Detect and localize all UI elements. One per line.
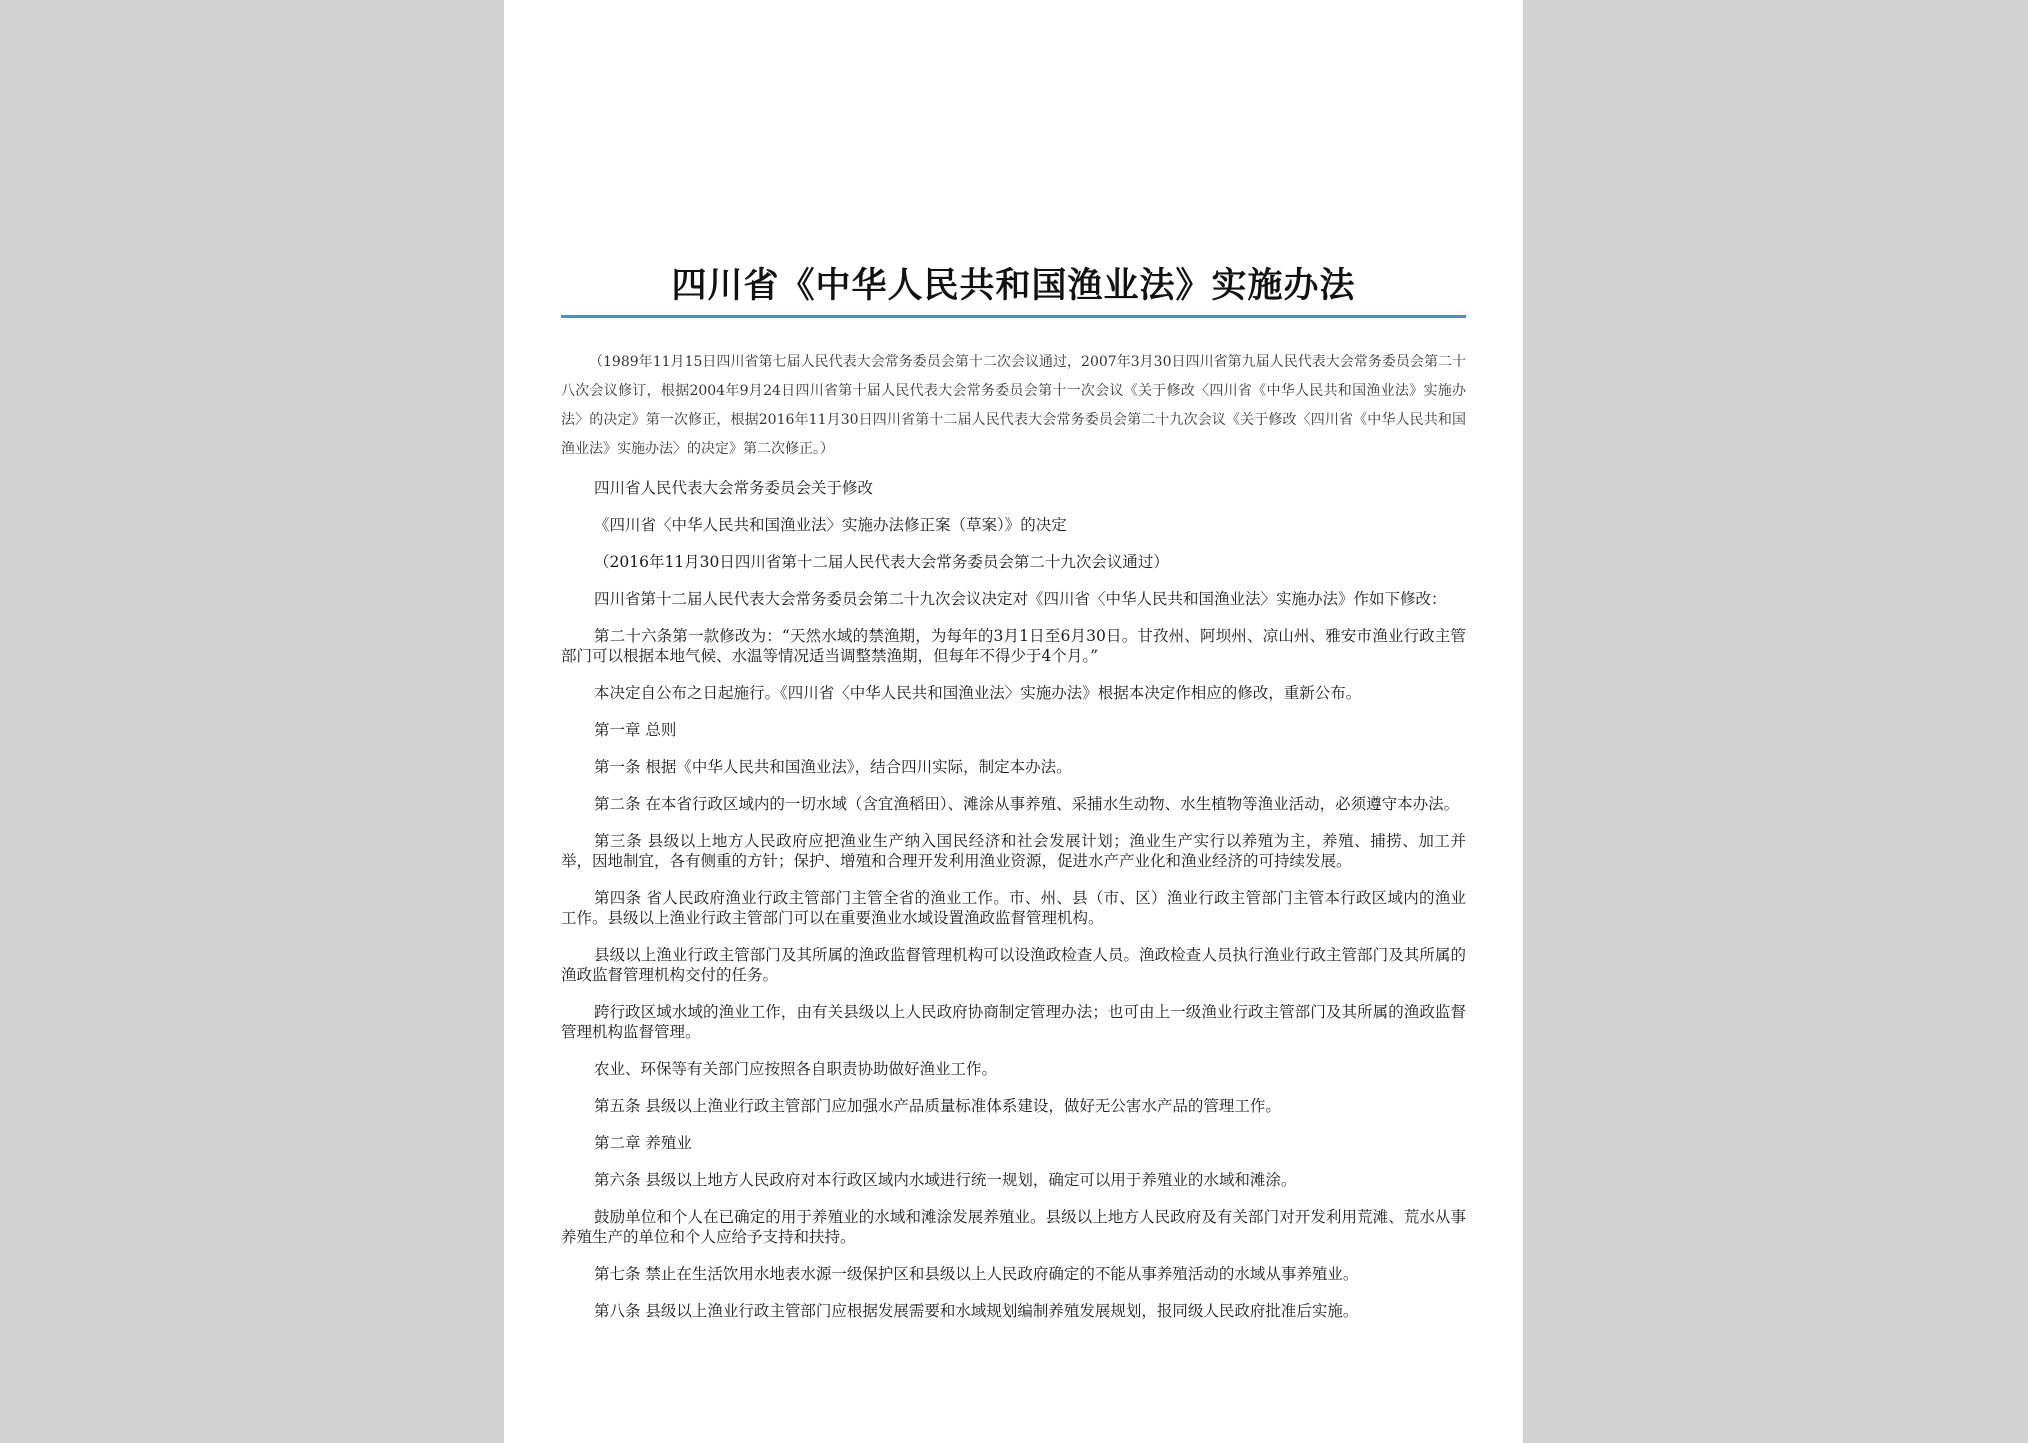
- paragraph: （2016年11月30日四川省第十二届人民代表大会常务委员会第二十九次会议通过）: [594, 553, 1169, 571]
- article-paragraph: 第五条 县级以上渔业行政主管部门应加强水产品质量标准体系建设，做好无公害水产品的管理工作。: [594, 1097, 1281, 1115]
- paragraph: 四川省人民代表大会常务委员会关于修改: [594, 479, 874, 497]
- paragraph: 鼓励单位和个人在已确定的用于养殖业的水域和滩涂发展养殖业。县级以上地方人民政府及有关部门对开发利用荒滩、荒水从事养殖生产的单位和个人应给予支持和扶持。: [561, 1208, 1466, 1246]
- article-paragraph: 第八条 县级以上渔业行政主管部门应根据发展需要和水域规划编制养殖发展规划，报同级人民政府批准后实施。: [594, 1302, 1359, 1320]
- paragraph: 县级以上渔业行政主管部门及其所属的渔政监督管理机构可以设渔政检查人员。渔政检查人员执行渔业行政主管部门及其所属的渔政监督管理机构交付的任务。: [561, 946, 1466, 984]
- paragraph: 《四川省〈中华人民共和国渔业法〉实施办法修正案（草案）》的决定: [594, 516, 1067, 534]
- title-underline: [561, 315, 1466, 318]
- article-paragraph: 第三条 县级以上地方人民政府应把渔业生产纳入国民经济和社会发展计划；渔业生产实行以养殖为主，养殖、捕捞、加工并举，因地制宜，各有侧重的方针；保护、增殖和合理开发利用渔业资源，促进水产产业化和渔业经济的可持续发展。: [561, 832, 1466, 870]
- article-paragraph: 第四条 省人民政府渔业行政主管部门主管全省的渔业工作。市、州、县（市、区）渔业行政主管部门主管本行政区域内的渔业工作。县级以上渔业行政主管部门可以在重要渔业水域设置渔政监督管理机构。: [561, 889, 1466, 927]
- paragraph: 本决定自公布之日起施行。《四川省〈中华人民共和国渔业法〉实施办法》根据本决定作相应的修改，重新公布。: [594, 684, 1362, 702]
- paragraph: 第二十六条第一款修改为：“天然水域的禁渔期，为每年的3月1日至6月30日。甘孜州、阿坝州、凉山州、雅安市渔业行政主管部门可以根据本地气候、水温等情况适当调整禁渔期，但每年不得少于4个月。”: [561, 627, 1466, 665]
- document-page: [504, 0, 1523, 1443]
- document-content: [561, 262, 1466, 1338]
- article-paragraph: 第六条 县级以上地方人民政府对本行政区域内水域进行统一规划，确定可以用于养殖业的水域和滩涂。: [594, 1171, 1297, 1189]
- paragraph: 农业、环保等有关部门应按照各自职责协助做好渔业工作。: [594, 1060, 998, 1078]
- chapter-heading: 第一章 总则: [594, 721, 677, 739]
- article-paragraph: 第二条 在本省行政区域内的一切水域（含宜渔稻田）、滩涂从事养殖、采捕水生动物、水生植物等渔业活动，必须遵守本办法。: [594, 795, 1460, 813]
- paragraph: 跨行政区域水域的渔业工作，由有关县级以上人民政府协商制定管理办法；也可由上一级渔业行政主管部门及其所属的渔政监督管理机构监督管理。: [561, 1003, 1466, 1041]
- history-note: （1989年11月15日四川省第七届人民代表大会常务委员会第十二次会议通过，2007年3月30日四川省第九届人民代表大会常务委员会第二十八次会议修订，根据2004年9月24日四川省第十届人民代表大会常务委员会第十一次会议《关于修改〈四川省《中华人民共和国渔业法》实施办法〉的决定》第一次修正，根据2016年11月30日四川省第十二届人民代表大会常务委员会第二十九次会议《关于修改〈四川省《中华人民共和国渔业法》实施办法〉的决定》第二次修正。）: [561, 354, 1466, 457]
- paragraph: 四川省第十二届人民代表大会常务委员会第二十九次会议决定对《四川省〈中华人民共和国渔业法〉实施办法》作如下修改：: [594, 590, 1447, 608]
- document-title: 四川省《中华人民共和国渔业法》实施办法: [671, 265, 1356, 306]
- article-paragraph: 第一条 根据《中华人民共和国渔业法》，结合四川实际，制定本办法。: [594, 758, 1072, 776]
- article-paragraph: 第七条 禁止在生活饮用水地表水源一级保护区和县级以上人民政府确定的不能从事养殖活动的水域从事养殖业。: [594, 1265, 1359, 1283]
- chapter-heading: 第二章 养殖业: [594, 1134, 692, 1152]
